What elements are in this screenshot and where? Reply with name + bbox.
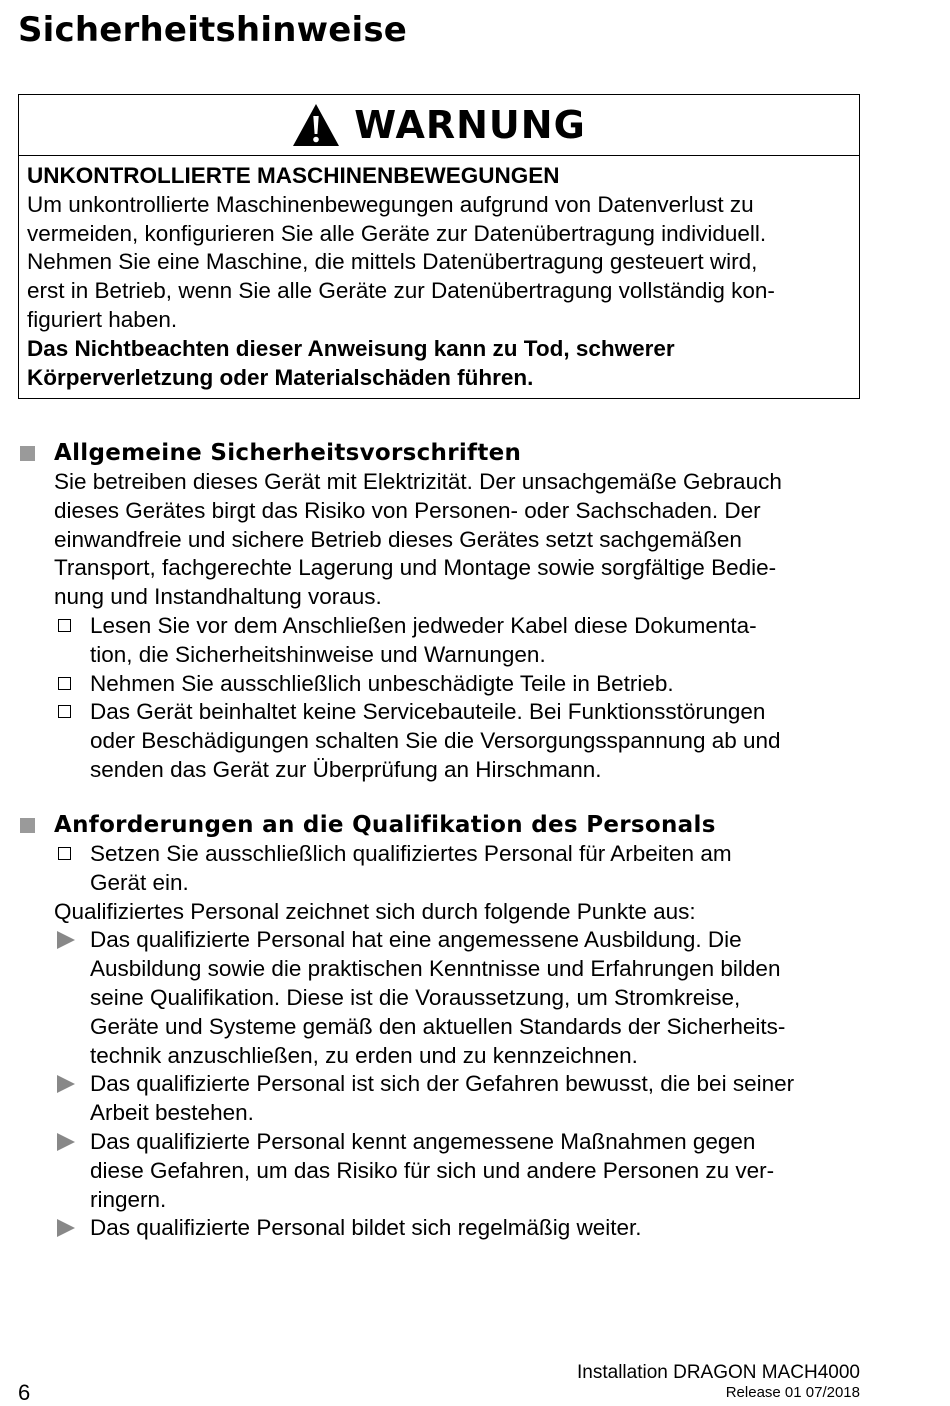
list-item-line: tion, die Sicherheitshinweise und Warnungen. [90,641,546,667]
triangle-bullet-icon [56,930,76,950]
warning-consequence-line: Körperverletzung oder Materialschäden führen. [27,364,534,390]
checkbox-list-item [18,698,868,784]
warning-consequence-line: Das Nichtbeachten dieser Anweisung kann zu Tod, schwerer [27,335,675,361]
list-item-line: oder Beschädigungen schalten Sie die Versorgungsspannung ab und [90,728,781,754]
warning-body [19,156,859,392]
warning-triangle-icon [292,103,340,147]
list-item-line: Gerät ein. [90,869,189,895]
checkbox-list-item [18,840,868,898]
warning-title: WARNUNG [354,103,586,147]
warning-box [18,94,860,399]
list-item-line: Lesen Sie vor dem Anschließen jedweder Kabel diese Dokumenta- [90,612,757,638]
paragraph-line: Transport, fachgerechte Lagerung und Montage sowie sorgfältige Bedie- [54,555,777,581]
section-heading-text: Allgemeine Sicherheitsvorschriften [54,440,522,466]
list-item-line: seine Qualifikation. Diese ist die Voraussetzung, um Stromkreise, [90,984,741,1010]
arrow-list-item [18,1214,868,1243]
triangle-bullet-icon [56,1074,76,1094]
section-general-safety [18,439,868,785]
arrow-list-item [18,1128,868,1214]
list-item-line: Das qualifizierte Personal hat eine angemessene Ausbildung. Die [90,927,742,953]
list-item-line: Das qualifizierte Personal ist sich der Gefahren bewusst, die bei seiner [90,1071,795,1097]
paragraph-line: Sie betreiben dieses Gerät mit Elektrizität. Der unsachgemäße Gebrauch [54,469,782,494]
list-item-line: technik anzuschließen, zu erden und zu kennzeichnen. [90,1042,638,1068]
list-item-line: Nehmen Sie ausschließlich unbeschädigte Teile in Betrieb. [90,670,674,696]
paragraph-line: dieses Gerätes birgt das Risiko von Personen- oder Sachschaden. Der [54,497,761,523]
checkbox-bullet-icon [58,619,71,632]
square-bullet-icon [20,818,35,833]
list-item-line: Arbeit bestehen. [90,1100,254,1126]
list-item-line: ringern. [90,1186,167,1212]
warning-line: Nehmen Sie eine Maschine, die mittels Datenübertragung gesteuert wird, [27,249,758,275]
section-personnel-qualification [18,811,868,1243]
section-heading [18,811,868,840]
list-item-line: Das Gerät beinhaltet keine Servicebauteile. Bei Funktionsstörungen [90,699,766,725]
footer-release: Release 01 07/2018 [725,1384,860,1401]
list-item-line: Geräte und Systeme gemäß den aktuellen Standards der Sicherheits- [90,1013,786,1039]
warning-line: Um unkontrollierte Maschinenbewegungen aufgrund von Datenverlust zu [27,191,754,217]
warning-line: erst in Betrieb, wenn Sie alle Geräte zur Datenübertragung vollständig kon- [27,278,775,304]
list-item-line: Das qualifizierte Personal kennt angemessene Maßnahmen gegen [90,1128,756,1154]
warning-line: figuriert haben. [27,306,178,332]
list-item-line: Das qualifizierte Personal bildet sich regelmäßig weiter. [90,1215,642,1241]
list-item-line: diese Gefahren, um das Risiko für sich und andere Personen zu ver- [90,1157,775,1183]
list-item-line: Ausbildung sowie die praktischen Kenntnisse und Erfahrungen bilden [90,956,781,982]
page-title: Sicherheitshinweise [18,10,408,50]
paragraph-line: Qualifiziertes Personal zeichnet sich durch folgende Punkte aus: [54,898,696,924]
arrow-list-item [18,1070,868,1128]
list-item-line: Setzen Sie ausschließlich qualifiziertes Personal für Arbeiten am [90,841,732,866]
checkbox-bullet-icon [58,847,71,860]
warning-heading: UNKONTROLLIERTE MASCHINENBEWEGUNGEN [27,163,560,188]
list-item-line: senden das Gerät zur Überprüfung an Hirschmann. [90,756,602,782]
section-heading-text: Anforderungen an die Qualifikation des Personals [54,812,716,838]
paragraph-line: nung und Instandhaltung voraus. [54,584,382,610]
checkbox-list-item [18,670,868,699]
checkbox-bullet-icon [58,677,71,690]
page-number: 6 [18,1380,31,1405]
checkbox-list-item [18,612,868,670]
triangle-bullet-icon [56,1218,76,1238]
triangle-bullet-icon [56,1132,76,1152]
paragraph [18,468,868,612]
checkbox-bullet-icon [58,705,71,718]
footer-title: Installation DRAGON MACH4000 [577,1362,860,1383]
square-bullet-icon [20,446,35,461]
section-heading [18,439,868,468]
warning-line: vermeiden, konfigurieren Sie alle Geräte zur Datenübertragung individuell. [27,220,767,246]
arrow-list-item [18,926,868,1070]
paragraph [18,898,868,927]
warning-header [19,95,859,156]
paragraph-line: einwandfreie und sichere Betrieb dieses Gerätes setzt sachgemäßen [54,526,742,552]
